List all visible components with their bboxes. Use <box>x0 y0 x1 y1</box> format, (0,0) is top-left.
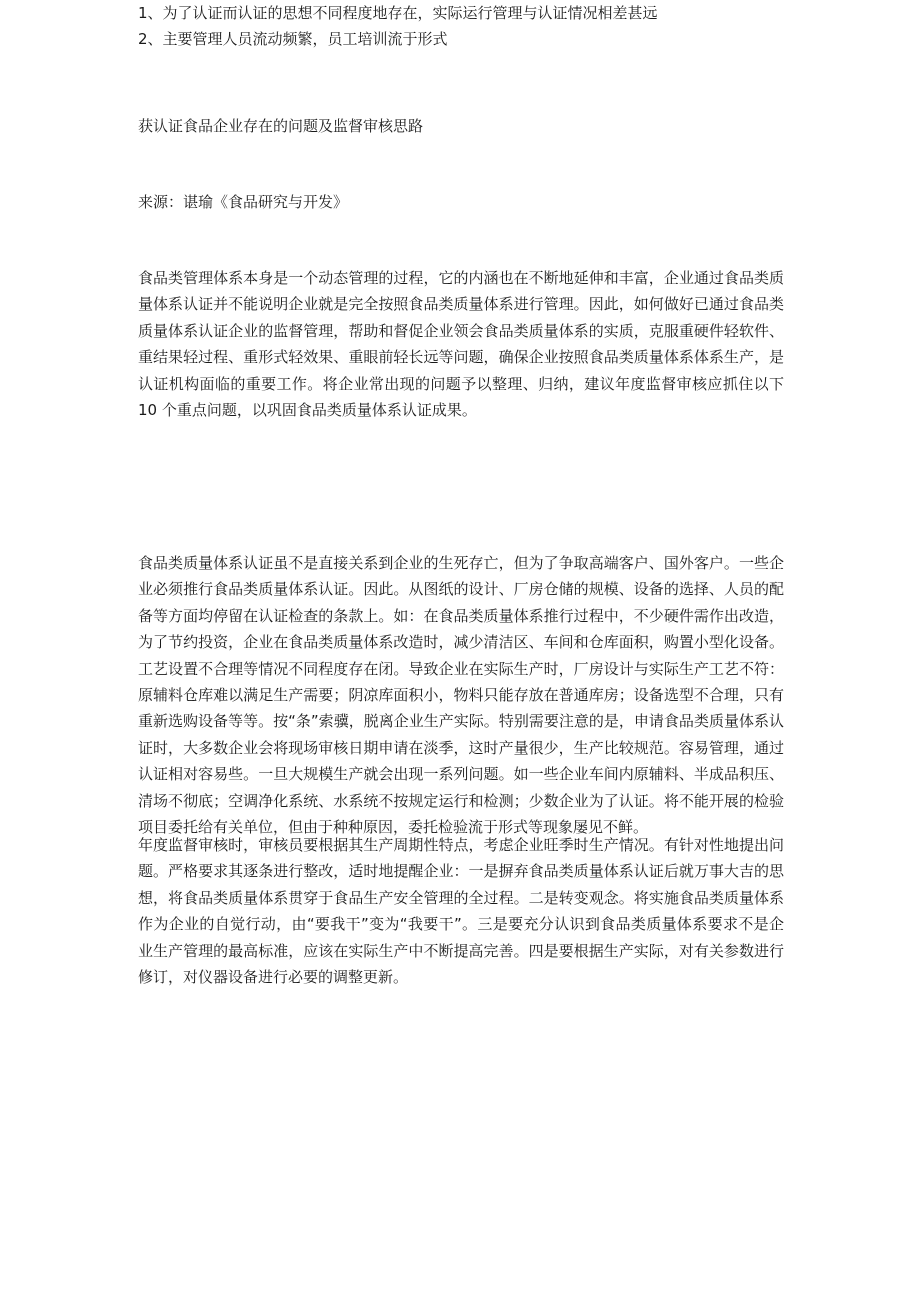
document-body <box>138 0 784 987</box>
paragraph-section-1-a: 食品类质量体系认证虽不是直接关系到企业的生死存亡，但为了争取高端客户、国外客户。一些企业必须推行食品类质量体系认证。因此。从图纸的设计、厂房仓储的规模、设备的选择、人员的配备等方面均停留在认证检查的条款上。如：在食品类质量体系推行过程中，不少硬件需作出改造，为了节约投资，企业在食品类质量体系改造时，减少清洁区、车间和仓库面积，购置小型化设备。工艺设置不合理等情况不同程度存在闭。导致企业在实际生产时，厂房设计与实际生产工艺不符：原辅料仓库难以满足生产需要；阴凉库面积小，物料只能存放在普通库房；设备选型不合理，只有重新选购设备等等。按“条”索骥，脱离企业生产实际。特别需要注意的是，申请食品类质量体系认证时，大多数企业会将现场审核日期申请在淡季，这时产量很少，生产比较规范。容易管理，通过认证相对容易些。一旦大规模生产就会出现一系列问题。如一些企业车间内原辅料、半成品积压、清场不彻底；空调净化系统、水系统不按规定运行和检测；少数企业为了认证。将不能开展的检验项目委托给有关单位，但由于种种原因，委托检验流于形式等现象屡见不鲜。 <box>138 554 784 837</box>
paragraph-section-1-b: 年度监督审核时，审核员要根据其生产周期性特点，考虑企业旺季时生产情况。有针对性地提出问题。严格要求其逐条进行整改，适时地提醒企业：一是摒弃食品类质量体系认证后就万事大吉的思想，将食品类质量体系贯穿于食品生产安全管理的全过程。二是转变观念。将实施食品类质量体系作为企业的自觉行动，由“要我干”变为“我要干”。三是要充分认识到食品类质量体系要求不是企业生产管理的最高标准，应该在实际生产中不断提高完善。四是要根据生产实际，对有关参数进行修订，对仪器设备进行必要的调整更新。 <box>138 836 784 987</box>
document-title: 获认证食品企业存在的问题及监督审核思路 <box>138 117 424 135</box>
document-source: 来源：谌瑜《食品研究与开发》 <box>138 193 349 211</box>
section-heading-2: 2、主要管理人员流动频繁，员工培训流于形式 <box>138 30 448 48</box>
paragraph-intro: 食品类管理体系本身是一个动态管理的过程，它的内涵也在不断地延伸和丰富，企业通过食品类质量体系认证并不能说明企业就是完全按照食品类质量体系进行管理。因此，如何做好已通过食品类质量体系认证企业的监督管理，帮助和督促企业领会食品类质量体系的实质，克服重硬件轻软件、重结果轻过程、重形式轻效果、重眼前轻长远等问题，确保企业按照食品类质量体系体系生产，是认证机构面临的重要工作。将企业常出现的问题予以整理、归纳，建议年度监督审核应抓住以下 10 个重点问题，以巩固食品类质量体系认证成果。 <box>138 269 784 420</box>
section-heading-1: 1、为了认证而认证的思想不同程度地存在，实际运行管理与认证情况相差甚远 <box>138 4 658 22</box>
